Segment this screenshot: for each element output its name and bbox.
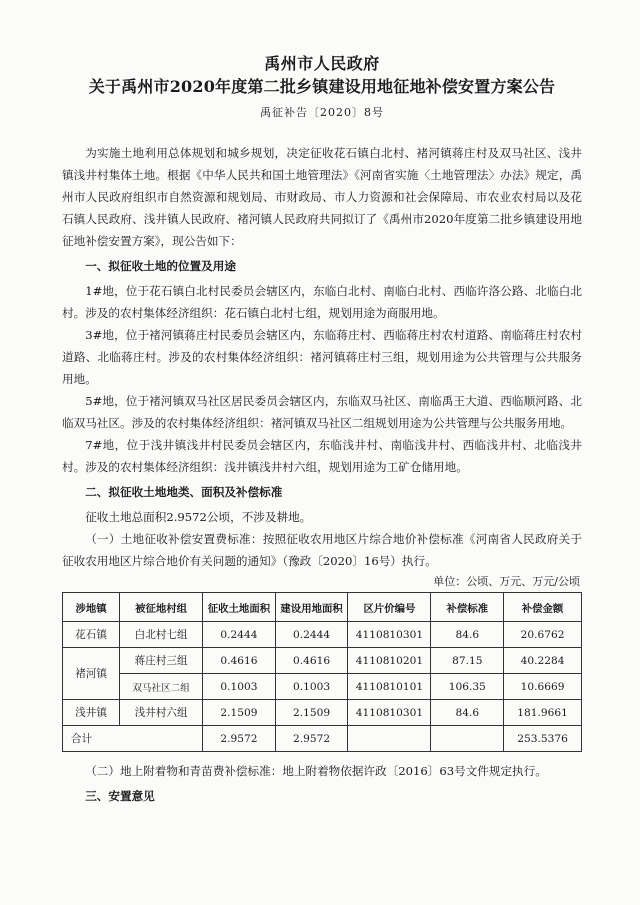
total-zone-code-empty bbox=[348, 726, 431, 752]
total-label: 合计 bbox=[63, 726, 203, 752]
total-build-area: 2.9572 bbox=[275, 726, 348, 752]
total-area-text: 征收土地总面积2.9572公顷，不涉及耕地。 bbox=[85, 510, 312, 524]
table-row bbox=[63, 700, 582, 726]
cell-zone-code: 4110810201 bbox=[348, 648, 431, 674]
cell-group: 白北村七组 bbox=[120, 622, 203, 648]
cell-town: 花石镇 bbox=[63, 622, 120, 648]
cell-levy-area: 0.4616 bbox=[203, 648, 276, 674]
cell-build-area: 2.1509 bbox=[275, 700, 348, 726]
cell-zone-code: 4110810101 bbox=[348, 674, 431, 700]
cell-town: 浅井镇 bbox=[63, 700, 120, 726]
table-row bbox=[63, 648, 582, 674]
cell-build-area: 0.2444 bbox=[275, 622, 348, 648]
col-header-town: 涉地镇 bbox=[63, 593, 120, 622]
col-header-build-area: 建设用地面积 bbox=[275, 593, 348, 622]
section-1-heading: 一、拟征收土地的位置及用途 bbox=[85, 259, 236, 273]
cell-standard: 84.6 bbox=[431, 700, 504, 726]
col-header-standard: 补偿标准 bbox=[431, 593, 504, 622]
section-3-heading: 三、安置意见 bbox=[85, 789, 155, 803]
cell-levy-area: 0.2444 bbox=[203, 622, 276, 648]
parcel-1-paragraph: 1#地，位于花石镇白北村民委员会辖区内，东临白北村、南临白北村、西临许洛公路、北临白北村。涉及的农村集体经济组织：花石镇白北村七组，规划用途为商服用地。 bbox=[62, 284, 582, 320]
parcel-3-paragraph: 3#地，位于褚河镇蒋庄村民委员会辖区内，东临蒋庄村、西临蒋庄村农村道路、南临蒋庄村农村道路、北临蒋庄村。涉及的农村集体经济组织：褚河镇蒋庄村三组，规划用途为公共管理与公共服务用地。 bbox=[62, 328, 582, 386]
announcement-title: 关于禹州市2020年度第二批乡镇建设用地征地补偿安置方案公告 bbox=[88, 77, 556, 96]
parcel-5-paragraph: 5#地，位于褚河镇双马社区居民委员会辖区内，东临双马社区、南临禹王大道、西临顺河路、北临双马社区。涉及的农村集体经济组织：褚河镇双马社区二组规划用途为公共管理与公共服务用地。 bbox=[62, 394, 582, 430]
cell-build-area: 0.4616 bbox=[275, 648, 348, 674]
col-header-levy-area: 征收土地面积 bbox=[203, 593, 276, 622]
cell-group: 蒋庄村三组 bbox=[120, 648, 203, 674]
total-standard-empty bbox=[431, 726, 504, 752]
issuer-title: 禹州市人民政府 bbox=[264, 54, 380, 73]
cell-standard: 84.6 bbox=[431, 622, 504, 648]
total-amount: 253.5376 bbox=[504, 726, 582, 752]
table-row bbox=[63, 622, 582, 648]
table-header-row bbox=[63, 593, 582, 622]
cell-town: 褚河镇 bbox=[63, 648, 120, 700]
attachment-standard-text: （二）地上附着物和青苗费补偿标准：地上附着物依据许政〔2016〕63号文件规定执行。 bbox=[85, 764, 547, 778]
section-2-heading: 二、拟征收土地地类、面积及补偿标准 bbox=[85, 485, 283, 499]
compensation-standard-text: （一）土地征收补偿安置费标准：按照征收农用地区片综合地价补偿标准《河南省人民政府关于征收农用地区片综合地价有关问题的通知》（豫政〔2020〕16号）执行。 bbox=[62, 532, 582, 568]
col-header-amount: 补偿金额 bbox=[504, 593, 582, 622]
parcel-7-paragraph: 7#地，位于浅井镇浅井村民委员会辖区内，东临浅井村、南临浅井村、西临浅井村、北临浅井村。涉及的农村集体经济组织：浅井镇浅井村六组，规划用途为工矿仓储用地。 bbox=[62, 438, 582, 474]
intro-paragraph: 为实施土地利用总体规划和城乡规划，决定征收花石镇白北村、褚河镇蒋庄村及双马社区、浅井镇浅井村集体土地。根据《中华人民共和国土地管理法》《河南省实施〈土地管理法〉办法》规定，禹州市人民政府组织市自然资源和规划局、市财政局、市人力资源和社会保障局、市农业农村局以及花石镇人民政府、浅井镇人民政府、褚河镇人民政府共同拟订了《禹州市2020年度第二批乡镇建设用地征地补偿安置方案》，现公告如下： bbox=[62, 146, 582, 248]
cell-zone-code: 4110810301 bbox=[348, 700, 431, 726]
cell-amount: 10.6669 bbox=[504, 674, 582, 700]
unit-label: 单位：公顷、万元、万元/公顷 bbox=[433, 575, 580, 588]
cell-group: 双马社区二组 bbox=[120, 674, 203, 700]
col-header-group: 被征地村组 bbox=[120, 593, 203, 622]
cell-levy-area: 2.1509 bbox=[203, 700, 276, 726]
document-number: 禹征补告〔2020〕8号 bbox=[260, 106, 384, 119]
cell-zone-code: 4110810301 bbox=[348, 622, 431, 648]
cell-amount: 40.2284 bbox=[504, 648, 582, 674]
total-levy-area: 2.9572 bbox=[203, 726, 276, 752]
table-total-row bbox=[63, 726, 582, 752]
cell-build-area: 0.1003 bbox=[275, 674, 348, 700]
cell-levy-area: 0.1003 bbox=[203, 674, 276, 700]
cell-standard: 106.35 bbox=[431, 674, 504, 700]
table-row bbox=[63, 674, 582, 700]
cell-amount: 20.6762 bbox=[504, 622, 582, 648]
compensation-table bbox=[62, 592, 582, 752]
cell-amount: 181.9661 bbox=[504, 700, 582, 726]
cell-standard: 87.15 bbox=[431, 648, 504, 674]
col-header-zone-code: 区片价编号 bbox=[348, 593, 431, 622]
cell-group: 浅井村六组 bbox=[120, 700, 203, 726]
